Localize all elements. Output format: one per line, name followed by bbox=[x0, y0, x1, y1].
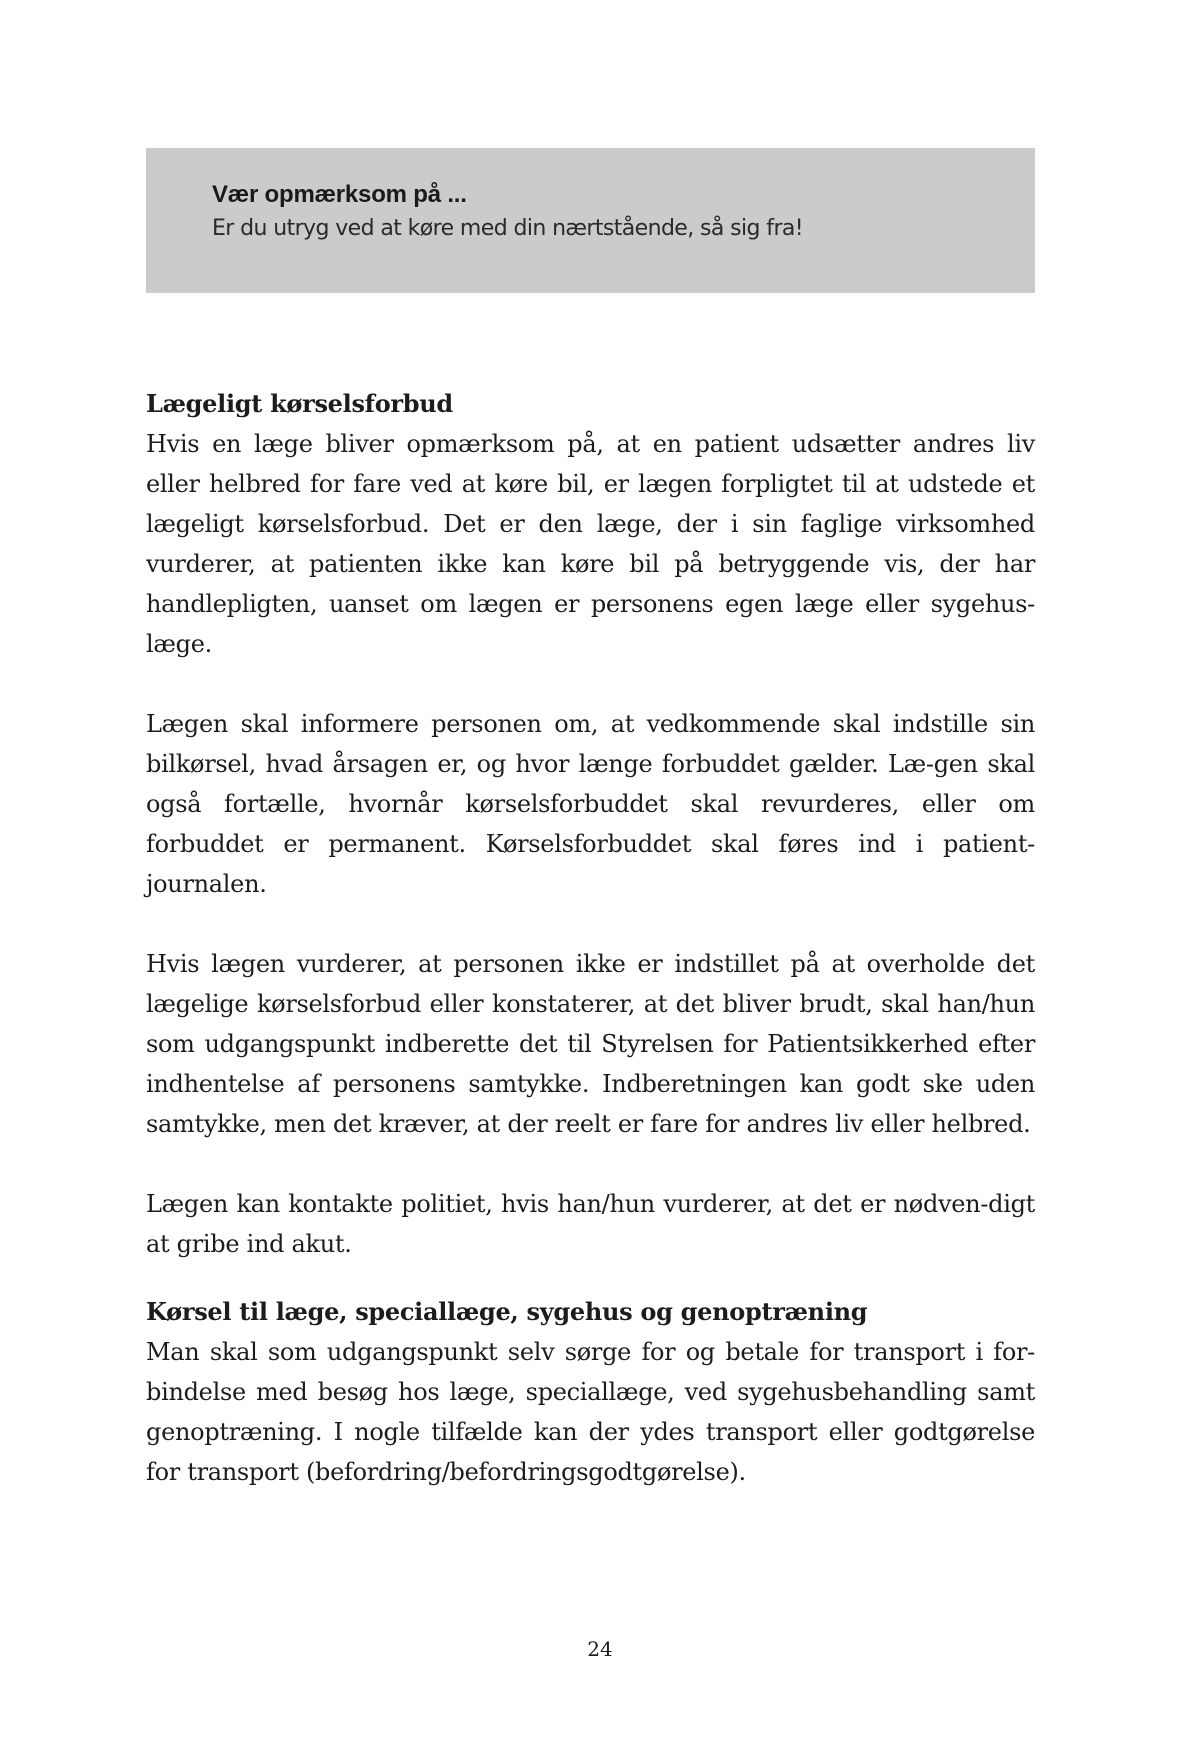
section-heading-transport: Kørsel til læge, speciallæge, sygehus og genoptræning bbox=[146, 1297, 868, 1326]
notice-text: Er du utryg ved at køre med din nærtstående, så sig fra! bbox=[212, 216, 803, 241]
main-content bbox=[146, 384, 1035, 1492]
page-number: 24 bbox=[587, 1637, 613, 1661]
paragraph: Hvis lægen vurderer, at personen ikke er indstillet på at overholde det lægelige kørselsforbud eller konstaterer, at det bliver brudt, skal han/hun som udgangspunkt indberette det til Styrelsen for Patientsikkerhed efter indhentelse af personens samtykke. Indberetningen kan godt ske uden samtykke, men det kræver, at der reelt er fare for andres liv eller helbred. bbox=[146, 950, 1035, 1138]
paragraph: Lægen kan kontakte politiet, hvis han/hun vurderer, at det er nødven-digt at gribe ind akut. bbox=[146, 1190, 1035, 1258]
paragraph: Hvis en læge bliver opmærksom på, at en patient udsætter andres liv eller helbred for fare ved at køre bil, er lægen forpligtet til at udstede et lægeligt kørselsforbud. Det er den læge, der i sin faglige virksomhed vurderer, at patienten ikke kan køre bil på betryggende vis, der har handlepligten, uanset om lægen er personens egen læge eller sygehus-læge. bbox=[146, 430, 1035, 658]
paragraph: Man skal som udgangspunkt selv sørge for og betale for transport i for-bindelse med besøg hos læge, speciallæge, ved sygehusbehandling samt genoptræning. I nogle tilfælde kan der ydes transport eller godtgørelse for transport (befordring/befordringsgodtgørelse). bbox=[146, 1338, 1035, 1486]
notice-title: Vær opmærksom på ... bbox=[212, 181, 467, 208]
section-heading-driving-ban: Lægeligt kørselsforbud bbox=[146, 389, 453, 418]
notice-box bbox=[146, 148, 1035, 293]
paragraph: Lægen skal informere personen om, at vedkommende skal indstille sin bilkørsel, hvad årsagen er, og hvor længe forbuddet gælder. Læ-gen skal også fortælle, hvornår kørselsforbuddet skal revurderes, eller om forbuddet er permanent. Kørselsforbuddet skal føres ind i patient-journalen. bbox=[146, 710, 1035, 898]
